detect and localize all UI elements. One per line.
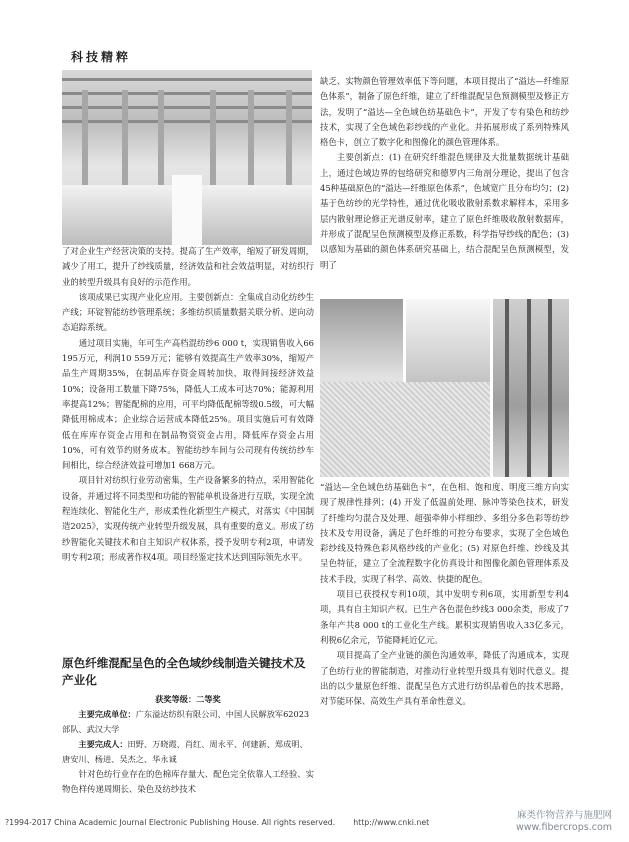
- completing-units: [62, 707, 314, 737]
- right-column-top: [320, 74, 569, 273]
- persons-value: 田野、万晓霞、肖红、周永平、何建新、郑成明、唐安川、杨进、吴杰之、华永诚: [62, 739, 308, 764]
- left-paragraph: 该项成果已实现产业化应用。主要创新点：全集成自动化纺纱生产线；环锭智能纺纱管理系统；多维纺织质量数据关联分析、逆向动态追踪系统。: [62, 291, 314, 333]
- right-column-bottom: [320, 480, 569, 709]
- fabric-texture-photo: [320, 382, 490, 477]
- completing-persons: [62, 737, 314, 767]
- section-header: 科技精粹: [71, 50, 132, 64]
- units-value: 广东溢达纺织有限公司、中国人民解放军62023部队、武汉大学: [62, 709, 310, 734]
- left-column: [62, 244, 314, 565]
- article-meta: [62, 692, 314, 798]
- copyright-footer: [5, 818, 429, 827]
- copyright-text: ?1994-2017 China Academic Journal Electronic Publishing House. All rights reserved.: [5, 818, 336, 827]
- site-watermark: [516, 810, 612, 834]
- units-label: 主要完成单位：: [78, 709, 136, 719]
- forest-photo: [493, 299, 569, 477]
- right-paragraph: “溢达—全色域色纺基础色卡”，在色相、饱和度、明度三维方向实现了规律性排列；(4) 开发了低温前处理、脉冲等染色技术，研发了纤维均匀混合及处理、超强牵伸小样细纱、多组分多色彩等纺纱技术及专用设备，满足了色纤维的可控分布要求，实现了全色域色彩纱线及特殊色彩风格纱线的产业化；(5) 对原色纤维、纱线及其呈色特征，建立了全流程数字化仿真设计和图像化颜色管理体系及技术手段，实现了科学、高效、快捷的配色。: [320, 482, 569, 584]
- spinning-mill-photo: [62, 70, 312, 245]
- right-paragraph: 缺乏、实物颜色管理效率低下等问题，本项目提出了“溢达—纤维原色体系”，制备了原色纤维，建立了纤维混配呈色预测模型及修正方法，发明了“溢达—全色域色纺基础色卡”，开发了专有染色和纺纱技术，实现了全色域色彩纱线的产业化。并拓展形成了系列特殊风格色卡，创立了数字化和图像化的颜色管理体系。: [320, 76, 569, 148]
- left-paragraph: 通过项目实施，年可生产高档混纺纱6 000 t，实现销售收入66 195万元，利润10 559万元；能够有效提高生产效率30%，缩短产品生产周期35%，在制品库存资金周转加快，取得间接经济效益10%；设备用工数量下降75%，降低人工成本可达70%；能源利用率提高12%；智能配棉的应用，可平均降低配棉等级0.5级，可大幅降低用棉成本；企业综合运营成本降低25%。项目实施后可有效降低在库库存资金占用和在制品物资资金占用，降低库存资金占用10%，可有效节约财务成本。智能纺纱车间与公司现有传统纺纱车间相比，综合经济效益可增加1 668万元。: [62, 337, 314, 471]
- award-level: 获奖等级：二等奖: [155, 694, 221, 704]
- right-paragraph: 项目提高了全产业链的颜色沟通效率，降低了沟通成本，实现了色纺行业的智能制造，对推动行业转型升级具有划时代意义。提出的以少量原色纤维、混配呈色方式进行纺织品着色的技术思路，对节能环保、高效生产具有革命性意义。: [320, 650, 569, 707]
- watermark-name: 麻类作物营养与施肥网: [517, 810, 613, 821]
- cnki-url: http://www.cnki.net: [353, 818, 430, 827]
- persons-label: 主要完成人：: [78, 739, 128, 749]
- right-paragraph: 项目已获授权专利10项，其中发明专利6项，实用新型专利4项，具有自主知识产权。已生产各色混色纱线3 000余类，形成了7条年产共8 000 t的工业化生产线。累积实现销售收入33亿多元，利税6亿余元，节能降耗近亿元。: [320, 589, 569, 645]
- article-title: 原色纤维混配呈色的全色域纱线制造关键技术及产业化: [62, 656, 306, 687]
- right-paragraph: 主要创新点：(1) 在研究纤维混色规律及大批量数据统计基础上，通过色域边界的包络研究和德罗内三角剖分理论，提出了包含45种基础原色的“溢达—纤维原色体系”，色域宽广且分布均匀；(2) 基于色纺纱的光学特性，通过优化吸收散射系数求解样本，采用多层内散射理论修正光谱反射率，建立了原色纤维吸收散射数据库，并形成了混配呈色预测模型及修正系数，科学指导纱线的配色；(3) 以感知为基础的颜色体系研究基础上，结合混配呈色预测模型，发明了: [320, 152, 569, 270]
- left-paragraph: 针对色纺行业存在的色棉库存量大、配色完全依靠人工经验、实物色样传递周期长、染色及纺纱技术: [62, 769, 314, 795]
- left-paragraph: 了对企业生产经营决策的支持。提高了生产效率，缩短了研发周期，减少了用工，提升了纱线质量，经济效益和社会效益明显，对纺织行业的转型升级具有良好的示范作用。: [62, 246, 314, 287]
- left-paragraph: 项目针对纺织行业劳动密集，生产设备繁多的特点，采用智能化设备，并通过将不同类型和功能的智能单机设备进行互联，实现全流程连续化、智能化生产，形成柔性化新型生产模式，对落实《中国制造2025》，实现传统产业转型升级发展，具有重要的意义。形成了纺纱智能化关键技术和自主知识产权体系，授予发明专利2项，申请发明专利2项；形成著作权4项。项目经鉴定技术达到国际领先水平。: [62, 475, 314, 562]
- watermark-url: www.fibercrops.com: [516, 822, 613, 833]
